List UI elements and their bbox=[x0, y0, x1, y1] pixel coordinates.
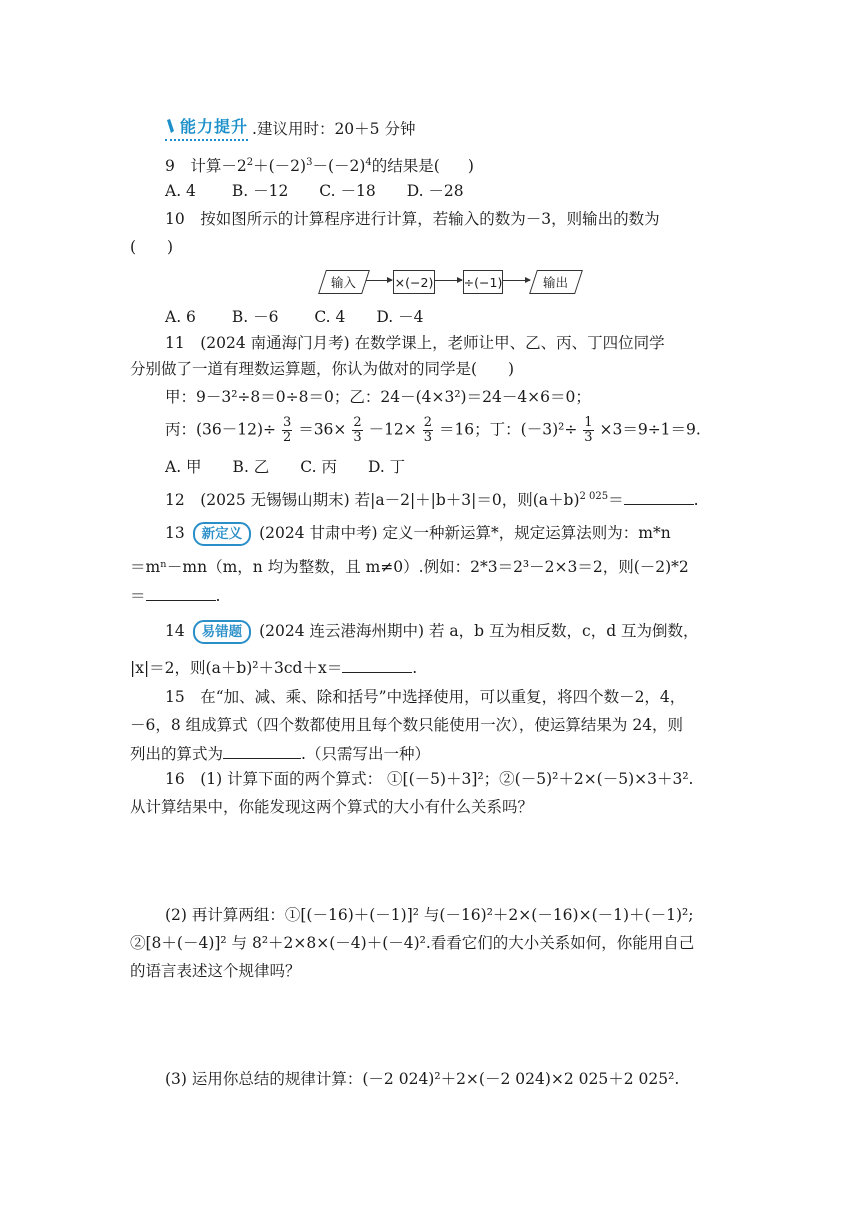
q9-text: ＋(－2) bbox=[253, 157, 307, 176]
q14-number: 14 bbox=[165, 622, 185, 640]
q11-line2: 分别做了一道有理数运算题，你认为做对的同学是( ) bbox=[130, 360, 515, 378]
q14-text: (2024 连云港海州期中) 若 a，b 互为相反数，c，d 互为倒数， bbox=[259, 622, 699, 640]
q11-bing-text: ＝16；丁：(－3)²÷ bbox=[438, 420, 578, 439]
answer-blank[interactable] bbox=[342, 656, 412, 673]
q14-text: |x|＝2，则(a＋b)²＋3cd＋x＝ bbox=[130, 659, 343, 677]
fraction bbox=[583, 416, 593, 445]
q9-text: 的结果是( bbox=[371, 157, 440, 176]
q11-options: A. 甲 B. 乙 C. 丙 D. 丁 bbox=[165, 458, 406, 476]
q10-line1: 10 按如图所示的计算程序进行计算，若输入的数为－3，则输出的数为 bbox=[165, 210, 660, 228]
numerator: 2 bbox=[423, 415, 432, 430]
denominator: 3 bbox=[353, 430, 362, 445]
q12-exponent: 2 025 bbox=[579, 491, 609, 502]
q9-text: －(－2) bbox=[312, 157, 366, 176]
q13-text: . bbox=[215, 587, 221, 605]
q16-part1-line1: 16 (1) 计算下面的两个算式： ①[(－5)＋3]²；②(－5)²＋2×(－5)×3＋3². bbox=[165, 770, 694, 788]
flow-input-node bbox=[318, 270, 370, 294]
q11-bing bbox=[165, 416, 701, 445]
q13-text: ＝ bbox=[130, 587, 146, 605]
q12-text: . bbox=[693, 491, 699, 510]
denominator: 2 bbox=[282, 430, 292, 445]
question-13 bbox=[165, 522, 671, 546]
q9-text: 9 计算－2 bbox=[165, 157, 247, 176]
q14-text: . bbox=[412, 659, 418, 677]
q15-line1: 15 在“加、减、乘、除和括号”中选择使用，可以重复，将四个数－2，4， bbox=[165, 688, 686, 706]
numerator: 2 bbox=[353, 415, 362, 430]
q16-part2-line1: (2) 再计算两组：①[(－16)＋(－1)]² 与(－16)²＋2×(－16)×(－1)＋(－1)²; bbox=[165, 906, 694, 924]
q13-line3 bbox=[130, 584, 220, 607]
q11-jia: 甲：9－3²÷8＝0÷8＝0；乙：24－(4×3²)＝24－4×6＝0； bbox=[165, 388, 591, 406]
q11-bing-text: ×3＝9÷1＝9. bbox=[599, 420, 701, 439]
q15-text: 列出的算式为 bbox=[130, 745, 224, 763]
q14-line2 bbox=[130, 656, 417, 679]
flow-arrow bbox=[502, 280, 530, 281]
numerator: 1 bbox=[584, 415, 593, 430]
q16-part3: (3) 运用你总结的规律计算：(－2 024)²＋2×(－2 024)×2 025＋2 025². bbox=[165, 1070, 680, 1088]
question-14 bbox=[165, 620, 699, 644]
q9-text: ) bbox=[467, 157, 474, 176]
q10-line2: ( ) bbox=[130, 238, 174, 256]
flow-output-label: 输出 bbox=[543, 275, 569, 290]
answer-blank[interactable] bbox=[624, 488, 694, 505]
flow-arrow bbox=[366, 280, 392, 281]
error-prone-tag: 易错题 bbox=[193, 620, 252, 644]
q13-text: (2024 甘肃中考) 定义一种新运算*，规定运算法则为：m*n bbox=[259, 524, 671, 542]
fraction bbox=[352, 416, 362, 445]
q15-line3 bbox=[130, 742, 430, 765]
q11-bing-text: －12× bbox=[368, 420, 417, 439]
denominator: 3 bbox=[584, 430, 593, 445]
q11-bing-text: 丙：(36－12)÷ bbox=[165, 420, 277, 439]
numerator: 3 bbox=[282, 415, 292, 430]
answer-blank[interactable] bbox=[146, 584, 216, 601]
q16-part1-line2: 从计算结果中，你能发现这两个算式的大小有什么关系吗？ bbox=[130, 798, 534, 816]
flow-step1-label: ×(−2) bbox=[394, 274, 434, 290]
flow-output-node bbox=[529, 270, 583, 294]
flow-arrow bbox=[434, 280, 462, 281]
badge-label: 能力提升 bbox=[180, 117, 249, 136]
answer-blank[interactable] bbox=[223, 742, 301, 759]
q16-part2-line2: ②[8＋(－4)]² 与 8²＋2×8×(－4)＋(－4)².看看它们的大小关系如何，你能用自己 bbox=[130, 934, 695, 952]
denominator: 3 bbox=[423, 430, 432, 445]
ability-badge bbox=[165, 116, 248, 141]
q15-line2: －6，8 组成算式（四个数都使用且每个数只能使用一次），使运算结果为 24，则 bbox=[130, 716, 684, 734]
flowchart bbox=[318, 264, 583, 296]
question-9: 9 计算$-2^2+(-2)^3-(-2)^4$的结果是( ) bbox=[165, 157, 474, 176]
pencil-icon bbox=[165, 119, 177, 135]
fraction bbox=[423, 416, 433, 445]
q9-options: A. 4 B. －12 C. －18 D. －28 bbox=[165, 182, 464, 200]
q16-part2-line3: 的语言表述这个规律吗？ bbox=[130, 962, 301, 980]
flow-step2-label: ÷(−1) bbox=[463, 274, 503, 290]
suggested-time: .建议用时：20＋5 分钟 bbox=[252, 119, 416, 138]
fraction bbox=[282, 416, 292, 445]
q15-text: .（只需写出一种） bbox=[301, 745, 430, 763]
flow-input-label: 输入 bbox=[331, 275, 357, 290]
new-definition-tag: 新定义 bbox=[193, 522, 252, 546]
q13-number: 13 bbox=[165, 524, 185, 542]
q10-options: A. 6 B. －6 C. 4 D. －4 bbox=[165, 308, 424, 326]
flow-multiply-node bbox=[393, 270, 435, 294]
q11-bing-text: ＝36× bbox=[298, 420, 347, 439]
flow-divide-node bbox=[463, 270, 503, 294]
question-12 bbox=[165, 486, 699, 511]
section-header bbox=[165, 116, 415, 141]
q12-text: 12 (2025 无锡锡山期末) 若|a－2|＋|b＋3|＝0，则(a＋b) bbox=[165, 491, 580, 510]
q13-line2: ＝mⁿ－mn（m，n 均为整数，且 m≠0）.例如：2*3＝2³－2×3＝2，则(－2)*2 bbox=[130, 558, 689, 576]
q12-text: ＝ bbox=[608, 491, 624, 510]
q11-line1: 11 (2024 南通海门月考) 在数学课上，老师让甲、乙、丙、丁四位同学 bbox=[165, 334, 665, 352]
